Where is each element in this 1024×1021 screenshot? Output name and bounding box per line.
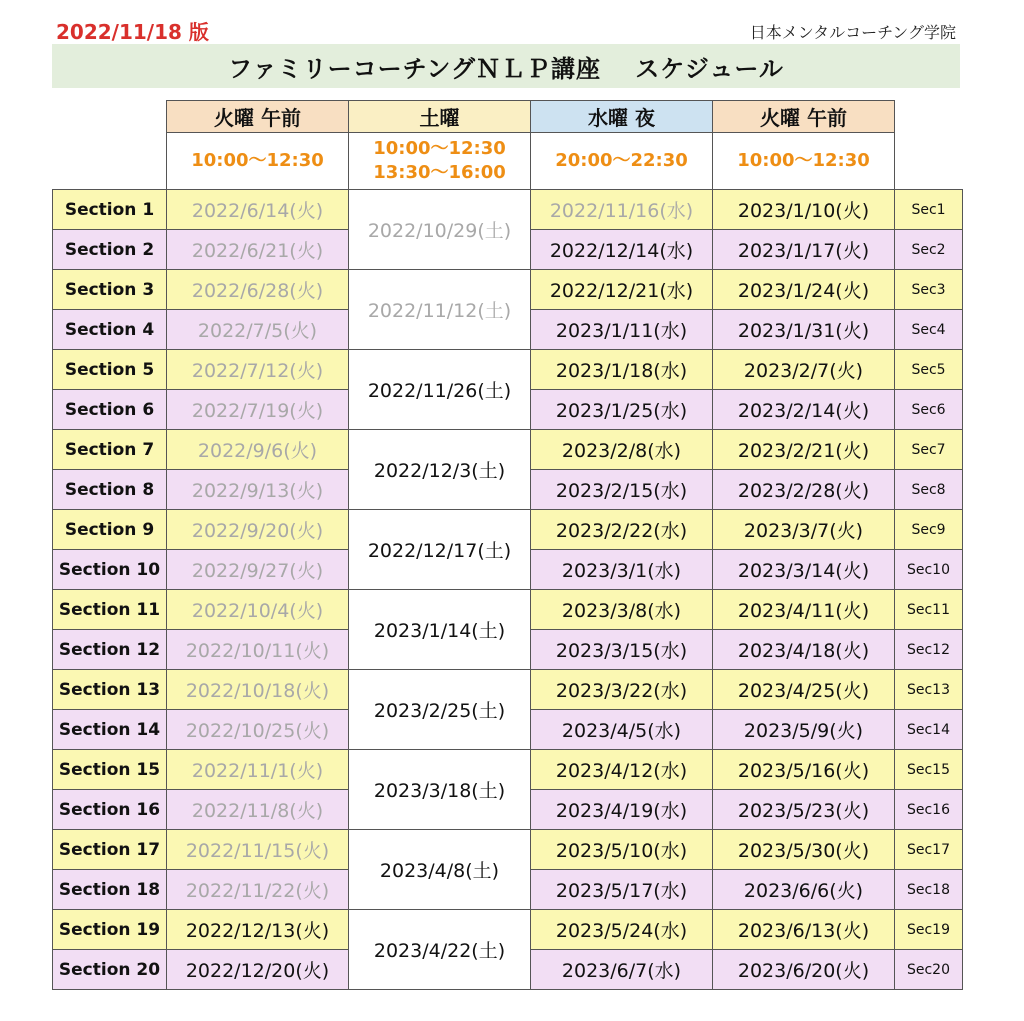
saturday-date: 2023/4/22(土) bbox=[349, 910, 531, 990]
section-short-label: Sec12 bbox=[895, 630, 963, 670]
tuesday-morning-date-2: 2023/1/17(火) bbox=[713, 230, 895, 270]
wednesday-night-date: 2023/3/8(水) bbox=[531, 590, 713, 630]
saturday-date: 2023/2/25(土) bbox=[349, 670, 531, 750]
table-row bbox=[53, 190, 963, 230]
section-label: Section 19 bbox=[53, 910, 167, 950]
table-row bbox=[53, 590, 963, 630]
section-short-label: Sec17 bbox=[895, 830, 963, 870]
wednesday-night-date: 2023/5/24(水) bbox=[531, 910, 713, 950]
tuesday-morning-date: 2022/10/25(火) bbox=[167, 710, 349, 750]
section-label: Section 4 bbox=[53, 310, 167, 350]
section-short-label: Sec20 bbox=[895, 950, 963, 990]
tuesday-morning-date: 2022/11/8(火) bbox=[167, 790, 349, 830]
wednesday-night-date: 2023/2/8(水) bbox=[531, 430, 713, 470]
blank-cell bbox=[53, 101, 167, 133]
section-short-label: Sec1 bbox=[895, 190, 963, 230]
tuesday-morning-header-2: 火曜 午前 bbox=[713, 101, 895, 133]
section-short-label: Sec14 bbox=[895, 710, 963, 750]
section-label: Section 20 bbox=[53, 950, 167, 990]
table-row bbox=[53, 510, 963, 550]
section-short-label: Sec16 bbox=[895, 790, 963, 830]
section-label: Section 15 bbox=[53, 750, 167, 790]
section-label: Section 18 bbox=[53, 870, 167, 910]
wednesday-night-date: 2022/12/14(水) bbox=[531, 230, 713, 270]
tuesday-morning-header: 火曜 午前 bbox=[167, 101, 349, 133]
section-label: Section 13 bbox=[53, 670, 167, 710]
section-label: Section 14 bbox=[53, 710, 167, 750]
tuesday-morning-date: 2022/7/19(火) bbox=[167, 390, 349, 430]
saturday-date: 2022/11/12(土) bbox=[349, 270, 531, 350]
wednesday-night-date: 2023/3/22(水) bbox=[531, 670, 713, 710]
blank-cell bbox=[895, 133, 963, 190]
version-label: 2022/11/18 版 bbox=[56, 20, 209, 44]
section-short-label: Sec5 bbox=[895, 350, 963, 390]
saturday-date: 2022/11/26(土) bbox=[349, 350, 531, 430]
saturday-date: 2023/3/18(土) bbox=[349, 750, 531, 830]
wednesday-night-date: 2022/12/21(水) bbox=[531, 270, 713, 310]
table-row bbox=[53, 270, 963, 310]
wednesday-night-date: 2023/3/15(水) bbox=[531, 630, 713, 670]
tuesday-morning-date-2: 2023/6/13(火) bbox=[713, 910, 895, 950]
tuesday-morning-date-2: 2023/6/20(火) bbox=[713, 950, 895, 990]
tuesday-morning-date-2: 2023/1/24(火) bbox=[713, 270, 895, 310]
tuesday-morning-date-2: 2023/4/25(火) bbox=[713, 670, 895, 710]
section-short-label: Sec4 bbox=[895, 310, 963, 350]
tuesday-morning-date-2: 2023/4/11(火) bbox=[713, 590, 895, 630]
wednesday-night-date: 2023/4/5(水) bbox=[531, 710, 713, 750]
tuesday-morning-date-2: 2023/5/23(火) bbox=[713, 790, 895, 830]
tuesday-morning-date: 2022/6/28(火) bbox=[167, 270, 349, 310]
tuesday-morning-date-2: 2023/5/16(火) bbox=[713, 750, 895, 790]
section-label: Section 10 bbox=[53, 550, 167, 590]
section-short-label: Sec6 bbox=[895, 390, 963, 430]
tuesday-morning-date-2: 2023/2/28(火) bbox=[713, 470, 895, 510]
table-row bbox=[53, 430, 963, 470]
saturday-header: 土曜 bbox=[349, 101, 531, 133]
section-label: Section 2 bbox=[53, 230, 167, 270]
wednesday-night-date: 2023/3/1(水) bbox=[531, 550, 713, 590]
tuesday-morning-date: 2022/12/13(火) bbox=[167, 910, 349, 950]
blank-cell bbox=[895, 101, 963, 133]
table-row bbox=[53, 910, 963, 950]
tuesday-morning-date: 2022/10/18(火) bbox=[167, 670, 349, 710]
tuesday-morning-date-2: 2023/3/14(火) bbox=[713, 550, 895, 590]
wednesday-night-header: 水曜 夜 bbox=[531, 101, 713, 133]
tuesday-morning-date-2: 2023/1/31(火) bbox=[713, 310, 895, 350]
tuesday-morning-date: 2022/10/4(火) bbox=[167, 590, 349, 630]
tuesday-morning-date-2: 2023/2/21(火) bbox=[713, 430, 895, 470]
tuesday-morning-date: 2022/11/15(火) bbox=[167, 830, 349, 870]
wednesday-night-date: 2023/5/10(水) bbox=[531, 830, 713, 870]
section-short-label: Sec11 bbox=[895, 590, 963, 630]
section-short-label: Sec15 bbox=[895, 750, 963, 790]
section-short-label: Sec18 bbox=[895, 870, 963, 910]
table-row bbox=[53, 350, 963, 390]
organization-name: 日本メンタルコーチング学院 bbox=[749, 23, 956, 42]
blank-cell bbox=[53, 133, 167, 190]
tuesday-morning-date: 2022/11/1(火) bbox=[167, 750, 349, 790]
section-label: Section 8 bbox=[53, 470, 167, 510]
tuesday-morning-date-2: 2023/3/7(火) bbox=[713, 510, 895, 550]
section-label: Section 16 bbox=[53, 790, 167, 830]
tuesday-morning-date-2: 2023/2/7(火) bbox=[713, 350, 895, 390]
page-title: ファミリーコーチングＮＬＰ講座 スケジュール bbox=[52, 44, 960, 88]
section-label: Section 5 bbox=[53, 350, 167, 390]
section-label: Section 9 bbox=[53, 510, 167, 550]
section-short-label: Sec13 bbox=[895, 670, 963, 710]
saturday-time: 10:00〜12:30 13:30〜16:00 bbox=[349, 133, 531, 190]
section-short-label: Sec7 bbox=[895, 430, 963, 470]
wednesday-night-time: 20:00〜22:30 bbox=[531, 133, 713, 190]
tuesday-morning-date: 2022/9/13(火) bbox=[167, 470, 349, 510]
table-row bbox=[53, 670, 963, 710]
saturday-date: 2023/1/14(土) bbox=[349, 590, 531, 670]
tuesday-morning-date: 2022/10/11(火) bbox=[167, 630, 349, 670]
saturday-date: 2022/12/3(土) bbox=[349, 430, 531, 510]
tuesday-morning-date: 2022/7/5(火) bbox=[167, 310, 349, 350]
tuesday-morning-time-2: 10:00〜12:30 bbox=[713, 133, 895, 190]
wednesday-night-date: 2023/1/11(水) bbox=[531, 310, 713, 350]
schedule-table bbox=[52, 100, 963, 990]
time-header-row bbox=[53, 133, 963, 190]
tuesday-morning-date-2: 2023/2/14(火) bbox=[713, 390, 895, 430]
tuesday-morning-date: 2022/6/14(火) bbox=[167, 190, 349, 230]
table-row bbox=[53, 750, 963, 790]
section-short-label: Sec3 bbox=[895, 270, 963, 310]
section-short-label: Sec10 bbox=[895, 550, 963, 590]
wednesday-night-date: 2023/6/7(水) bbox=[531, 950, 713, 990]
tuesday-morning-date: 2022/6/21(火) bbox=[167, 230, 349, 270]
section-label: Section 6 bbox=[53, 390, 167, 430]
saturday-date: 2022/10/29(土) bbox=[349, 190, 531, 270]
tuesday-morning-date: 2022/12/20(火) bbox=[167, 950, 349, 990]
tuesday-morning-date-2: 2023/5/9(火) bbox=[713, 710, 895, 750]
section-label: Section 1 bbox=[53, 190, 167, 230]
section-label: Section 3 bbox=[53, 270, 167, 310]
section-label: Section 11 bbox=[53, 590, 167, 630]
tuesday-morning-date: 2022/9/27(火) bbox=[167, 550, 349, 590]
table-row bbox=[53, 830, 963, 870]
tuesday-morning-date-2: 2023/1/10(火) bbox=[713, 190, 895, 230]
tuesday-morning-date-2: 2023/6/6(火) bbox=[713, 870, 895, 910]
day-header-row bbox=[53, 101, 963, 133]
section-label: Section 7 bbox=[53, 430, 167, 470]
tuesday-morning-time: 10:00〜12:30 bbox=[167, 133, 349, 190]
wednesday-night-date: 2023/5/17(水) bbox=[531, 870, 713, 910]
wednesday-night-date: 2023/1/18(水) bbox=[531, 350, 713, 390]
wednesday-night-date: 2023/4/19(水) bbox=[531, 790, 713, 830]
tuesday-morning-date: 2022/7/12(火) bbox=[167, 350, 349, 390]
wednesday-night-date: 2023/4/12(水) bbox=[531, 750, 713, 790]
section-label: Section 17 bbox=[53, 830, 167, 870]
wednesday-night-date: 2022/11/16(水) bbox=[531, 190, 713, 230]
section-short-label: Sec19 bbox=[895, 910, 963, 950]
wednesday-night-date: 2023/2/15(水) bbox=[531, 470, 713, 510]
wednesday-night-date: 2023/1/25(水) bbox=[531, 390, 713, 430]
tuesday-morning-date: 2022/11/22(火) bbox=[167, 870, 349, 910]
section-label: Section 12 bbox=[53, 630, 167, 670]
wednesday-night-date: 2023/2/22(水) bbox=[531, 510, 713, 550]
tuesday-morning-date-2: 2023/4/18(火) bbox=[713, 630, 895, 670]
section-short-label: Sec9 bbox=[895, 510, 963, 550]
section-short-label: Sec8 bbox=[895, 470, 963, 510]
tuesday-morning-date: 2022/9/6(火) bbox=[167, 430, 349, 470]
tuesday-morning-date-2: 2023/5/30(火) bbox=[713, 830, 895, 870]
tuesday-morning-date: 2022/9/20(火) bbox=[167, 510, 349, 550]
saturday-date: 2023/4/8(土) bbox=[349, 830, 531, 910]
saturday-date: 2022/12/17(土) bbox=[349, 510, 531, 590]
section-short-label: Sec2 bbox=[895, 230, 963, 270]
